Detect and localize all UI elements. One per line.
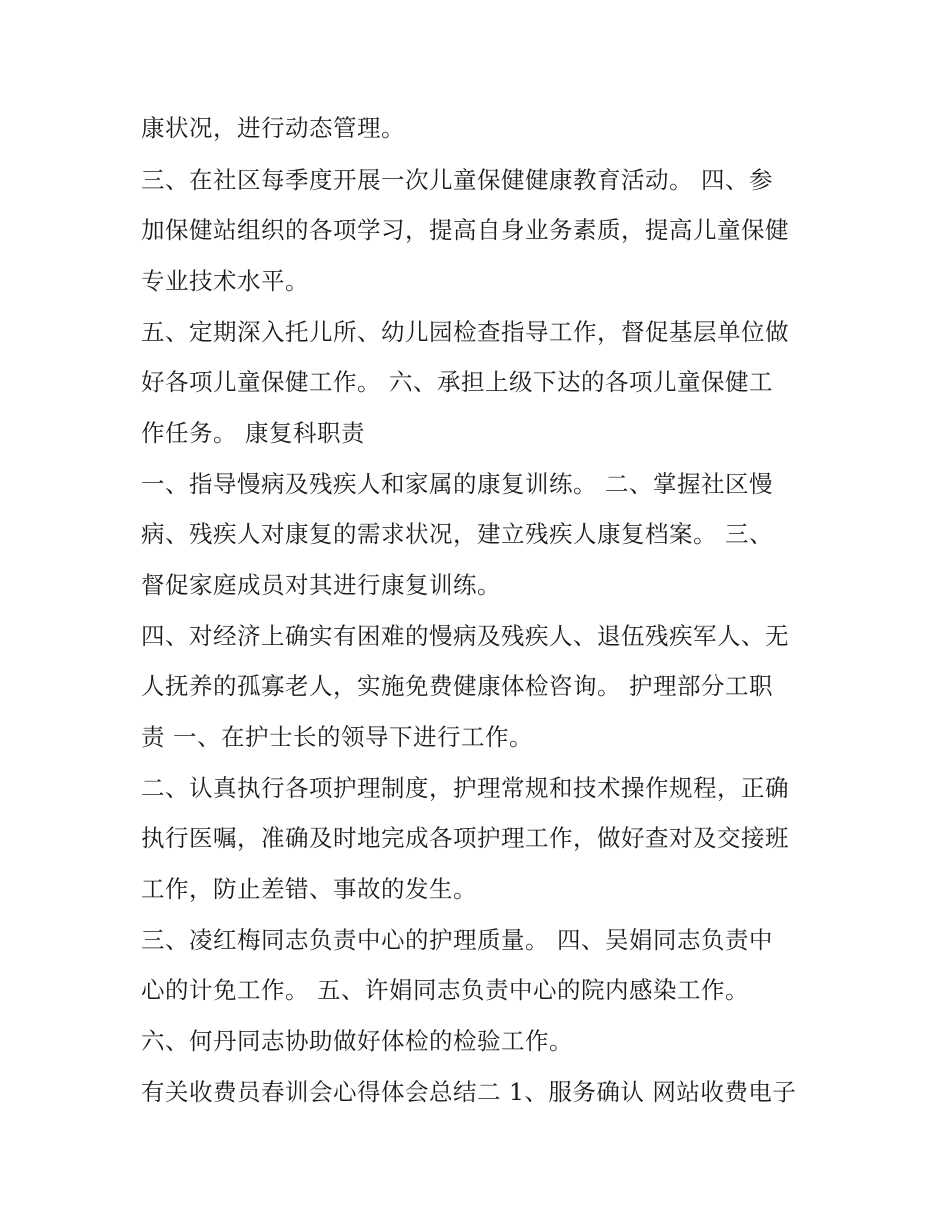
text-line: 三、凌红梅同志负责中心的护理质量。 四、吴娟同志负责中: [141, 926, 773, 954]
text-line: 三、在社区每季度开展一次儿童保健健康教育活动。 四、参: [141, 166, 773, 194]
text-line: 作任务。 康复科职责: [141, 419, 365, 447]
text-line: 六、何丹同志协助做好体检的检验工作。: [141, 1027, 573, 1055]
text-line: 工作，防止差错、事故的发生。: [141, 875, 477, 903]
text-line: 康状况，进行动态管理。: [141, 114, 405, 142]
text-line: 二、认真执行各项护理制度，护理常规和技术操作规程，正确: [141, 774, 789, 802]
text-line: 有关收费员春训会心得体会总结二 1、服务确认 网站收费电子: [141, 1078, 797, 1106]
text-line: 督促家庭成员对其进行康复训练。: [141, 571, 501, 599]
text-line: 一、指导慢病及残疾人和家属的康复训练。 二、掌握社区慢: [141, 470, 773, 498]
text-line: 责 一、在护士长的领导下进行工作。: [141, 723, 533, 751]
text-line: 人抚养的孤寡老人，实施免费健康体检咨询。 护理部分工职: [141, 672, 773, 700]
text-line: 执行医嘱，准确及时地完成各项护理工作，做好查对及交接班: [141, 824, 789, 852]
text-line: 四、对经济上确实有困难的慢病及残疾人、退伍残疾军人、无: [141, 622, 789, 650]
text-line: 病、残疾人对康复的需求状况，建立残疾人康复档案。 三、: [141, 520, 773, 548]
text-line: 好各项儿童保健工作。 六、承担上级下达的各项儿童保健工: [141, 368, 773, 396]
text-line: 心的计免工作。 五、许娟同志负责中心的院内感染工作。: [141, 976, 749, 1004]
text-line: 专业技术水平。: [141, 267, 309, 295]
text-line: 五、定期深入托儿所、幼儿园检查指导工作，督促基层单位做: [141, 318, 789, 346]
text-line: 加保健站组织的各项学习，提高自身业务素质，提高儿童保健: [141, 216, 789, 244]
